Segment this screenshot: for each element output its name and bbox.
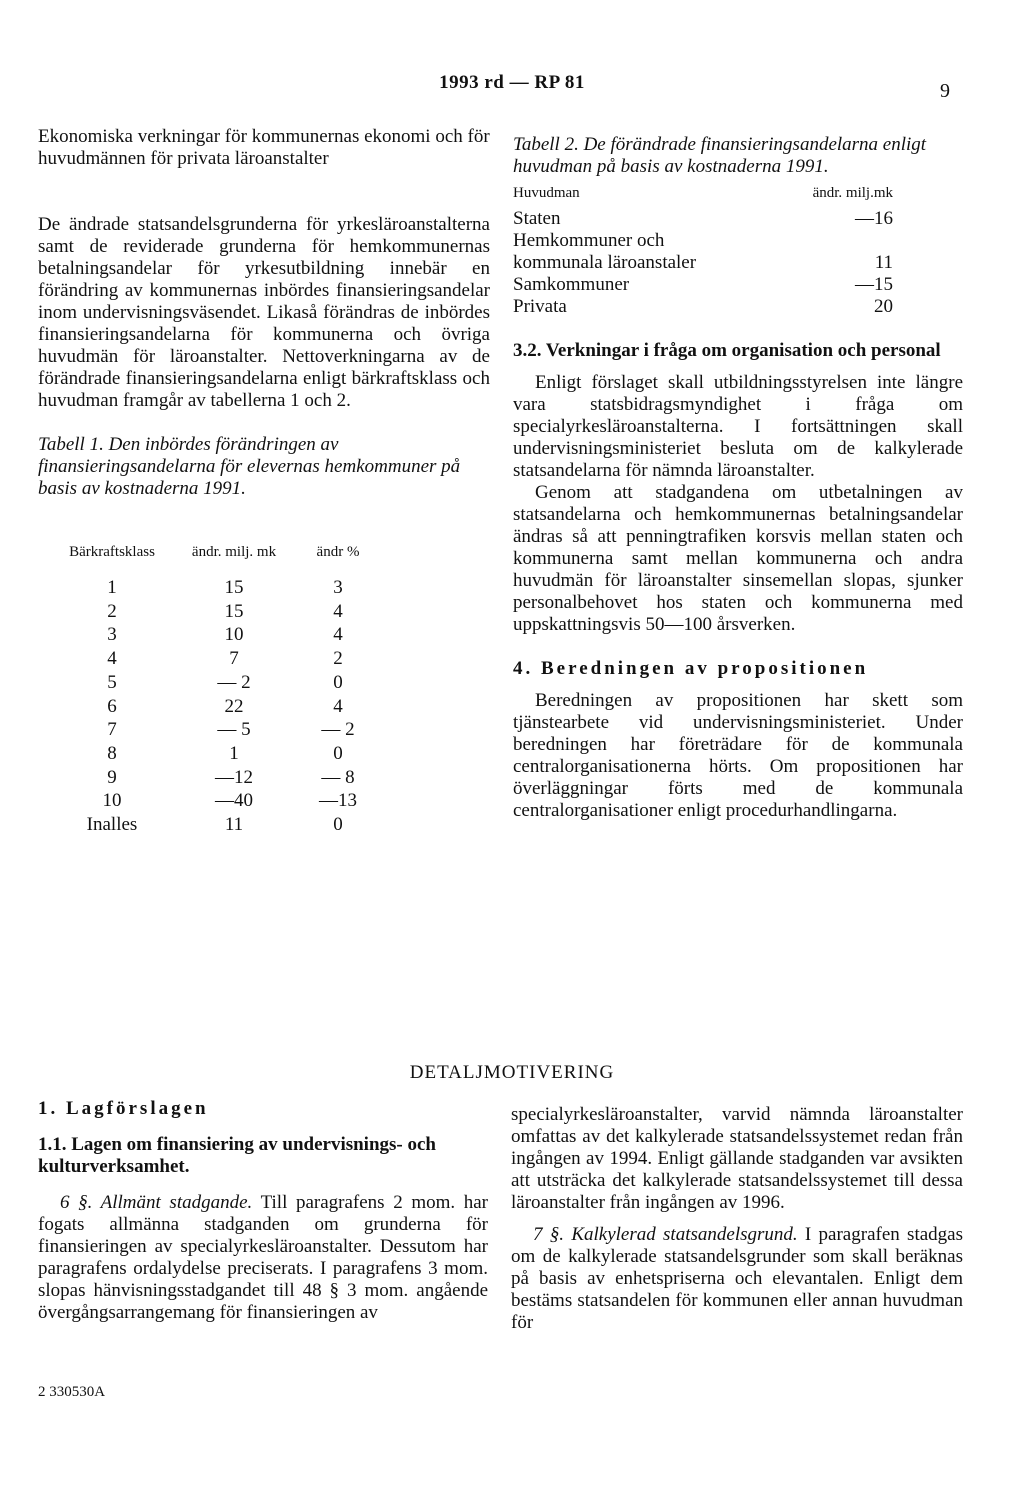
table-cell: Samkommuner (513, 274, 630, 295)
section-1-heading: 1. Lagförslagen (38, 1098, 209, 1119)
table-row (38, 718, 394, 742)
table-cell: 3 (107, 624, 117, 646)
table-cell (777, 230, 893, 252)
table-row (513, 274, 893, 296)
table2 (513, 184, 893, 318)
table-cell: 15 (224, 600, 244, 622)
table-cell: 4 (333, 624, 343, 646)
table-cell: 4 (107, 648, 117, 670)
table-cell: 10 (224, 624, 244, 646)
table-cell: —16 (855, 208, 893, 229)
page-number: 9 (940, 80, 950, 102)
page-header: 1993 rd — RP 81 (439, 72, 585, 93)
table-cell: — 8 (321, 766, 355, 788)
table-cell: 2 (107, 600, 117, 622)
table-row (38, 576, 394, 600)
table-cell: 9 (107, 766, 117, 788)
table-cell: 1 (229, 742, 239, 764)
table1 (38, 542, 394, 837)
table-row (513, 296, 893, 318)
table-cell: —15 (855, 274, 893, 295)
table-row (38, 600, 394, 624)
table-cell: Hemkommuner och (513, 230, 665, 251)
table-cell: — 5 (217, 719, 251, 741)
intro-paragraph: De ändrade statsandelsgrunderna för yrkesläroanstalterna samt de reviderade grunderna för hemkommunernas betalningsandelar för yrkesutbildning innebär en förändring av kommunernas inbördes finansieringsandelar inom undervisningsväsendet. Likaså förändras de inbördes finansieringsandelarna för kommunerna och övriga huvudmän för läroanstalter. Nettoverkningarna av de förändrade finansieringsandelarna enligt bärkraftsklass och huvudman framgår av tabellerna 1 och 2. (38, 214, 490, 411)
table-cell: Privata (513, 296, 567, 317)
section-4-heading: 4. Beredningen av propositionen (513, 658, 869, 679)
table-cell: 7 (229, 648, 239, 670)
table-cell: 0 (333, 671, 343, 693)
paragraph-6 (38, 1192, 488, 1324)
table-cell: 8 (107, 742, 117, 764)
table-row (513, 208, 893, 230)
table-cell: 15 (224, 577, 244, 598)
table-row (38, 647, 394, 671)
left-column (38, 126, 490, 837)
table-cell: —13 (319, 790, 357, 812)
table-row (38, 789, 394, 813)
section-3-2-heading: 3.2. Verkningar i fråga om organisation och personal (513, 340, 941, 361)
continued-paragraph: specialyrkesläroanstalter, varvid nämnda läroanstalter omfattas av det kalkylerade statsandelssystemet redan från ingången av 1994. Enligt gällande stadganden var avsikten att utsträcka det kalkylerade statsandelssystemet till dessa läroanstalter från ingången av 1996. (511, 1104, 963, 1213)
table-cell: 7 (107, 719, 117, 741)
paragraph-7-label: 7 §. Kalkylerad statsandelsgrund. (533, 1224, 798, 1245)
paragraph-6-text: Till paragrafens 2 mom. har fogats allmänna stadganden om grunderna för finansieringen av specialyrkesläroanstalter. Dessutom har paragrafens ordalydelse preciserats. I paragrafens 3 mom. slopas hänvisningsstadgandet till 48 § 3 mom. angående övergångsarrangemang för finansieringen av (38, 1192, 488, 1323)
section-3-2-paragraph-1: Enligt förslaget skall utbildningsstyrelsen inte längre vara statsbidragsmyndighet i fråga om specialyrkesläroanstalterna. I fortsättningen skall undervisningsministeriet besluta om de kalkylerade statsandelarna för nämnda läroanstalter. (513, 372, 963, 481)
table-cell: — 2 (321, 719, 355, 741)
left-column-lower (38, 1098, 488, 1324)
section-4-paragraph: Beredningen av propositionen har skett som tjänstearbete vid undervisningsministeriet. Under beredningen har företrädare för de kommunala centralorganisationerna hörts. Om propositionen har överläggningar förts med de kommunala centralorganisationer enligt procedurhandlingarna. (513, 690, 963, 821)
table-cell: 11 (224, 814, 244, 836)
table1-header-row (38, 542, 394, 576)
table-cell: —12 (215, 766, 253, 788)
table-cell: 0 (333, 814, 343, 836)
table-row (38, 766, 394, 790)
table-row (513, 252, 893, 274)
paragraph-7 (511, 1224, 963, 1334)
table-cell: 2 (333, 648, 343, 670)
footer-code: 2 330530A (38, 1384, 106, 1400)
section-1-1-heading: 1.1. Lagen om finansiering av undervisnings- och kulturverksamhet. (38, 1134, 436, 1177)
table-cell: Inalles (86, 814, 138, 836)
table-cell: 22 (224, 695, 244, 717)
table-cell: kommunala läroanstaler (513, 252, 697, 273)
table-cell: 6 (107, 695, 117, 717)
table-cell: 4 (333, 695, 343, 717)
table1-header-change-mk: ändr. milj. mk (191, 544, 277, 560)
right-column-lower (511, 1104, 963, 1334)
table-row (38, 813, 394, 837)
table-cell: 10 (102, 790, 122, 812)
intro-heading: Ekonomiska verkningar för kommunernas ekonomi och för huvudmännen för privata läroanstalter (38, 126, 490, 169)
table2-header-owner: Huvudman (513, 185, 580, 201)
table-row (513, 230, 893, 252)
paragraph-7-text: I paragrafen stadgas om de kalkylerade statsandelsgrunder som skall beräknas på basis av enhetspriserna och elevantalen. Enligt dem bestäms statsandelen för kommunen eller annan huvudman för (511, 1224, 963, 1333)
detail-heading: DETALJMOTIVERING (409, 1062, 615, 1083)
table-cell: 11 (874, 252, 893, 273)
table-cell: 1 (107, 577, 117, 598)
table-cell: 3 (333, 577, 343, 598)
table-row (38, 695, 394, 719)
table-row (38, 623, 394, 647)
table-cell: 20 (874, 296, 893, 317)
table2-caption: Tabell 2. De förändrade finansieringsandelarna enligt huvudman på basis av kostnaderna 1991. (513, 134, 927, 177)
table-row (38, 742, 394, 766)
table1-caption: Tabell 1. Den inbördes förändringen av finansieringsandelarna för elevernas hemkommuner på basis av kostnaderna 1991. (38, 434, 461, 499)
table2-header-row (513, 184, 893, 208)
table-cell: —40 (215, 790, 253, 812)
table-cell: 4 (333, 600, 343, 622)
table-cell: — 2 (217, 671, 251, 693)
table-cell: 5 (107, 671, 117, 693)
table-cell: Staten (513, 208, 561, 229)
table1-header-change-pct: ändr % (316, 544, 360, 560)
table-cell: 0 (333, 742, 343, 764)
right-column (513, 134, 963, 822)
table1-header-class: Bärkraftsklass (69, 544, 155, 560)
paragraph-6-label: 6 §. Allmänt stadgande. (60, 1192, 253, 1213)
section-3-2-paragraph-2: Genom att stadgandena om utbetalningen av statsandelarna och hemkommunernas betalningsandelar ändras så att penningtrafiken korsvis mellan staten och kommunerna samt mellan kommunerna och andra huvudmän för läroanstalter sinsemellan slopas, sjunker personalbehovet hos staten och kommunerna med uppskattningsvis 50—100 årsverken. (513, 482, 963, 635)
table2-header-change: ändr. milj.mk (812, 185, 893, 201)
table-row (38, 671, 394, 695)
